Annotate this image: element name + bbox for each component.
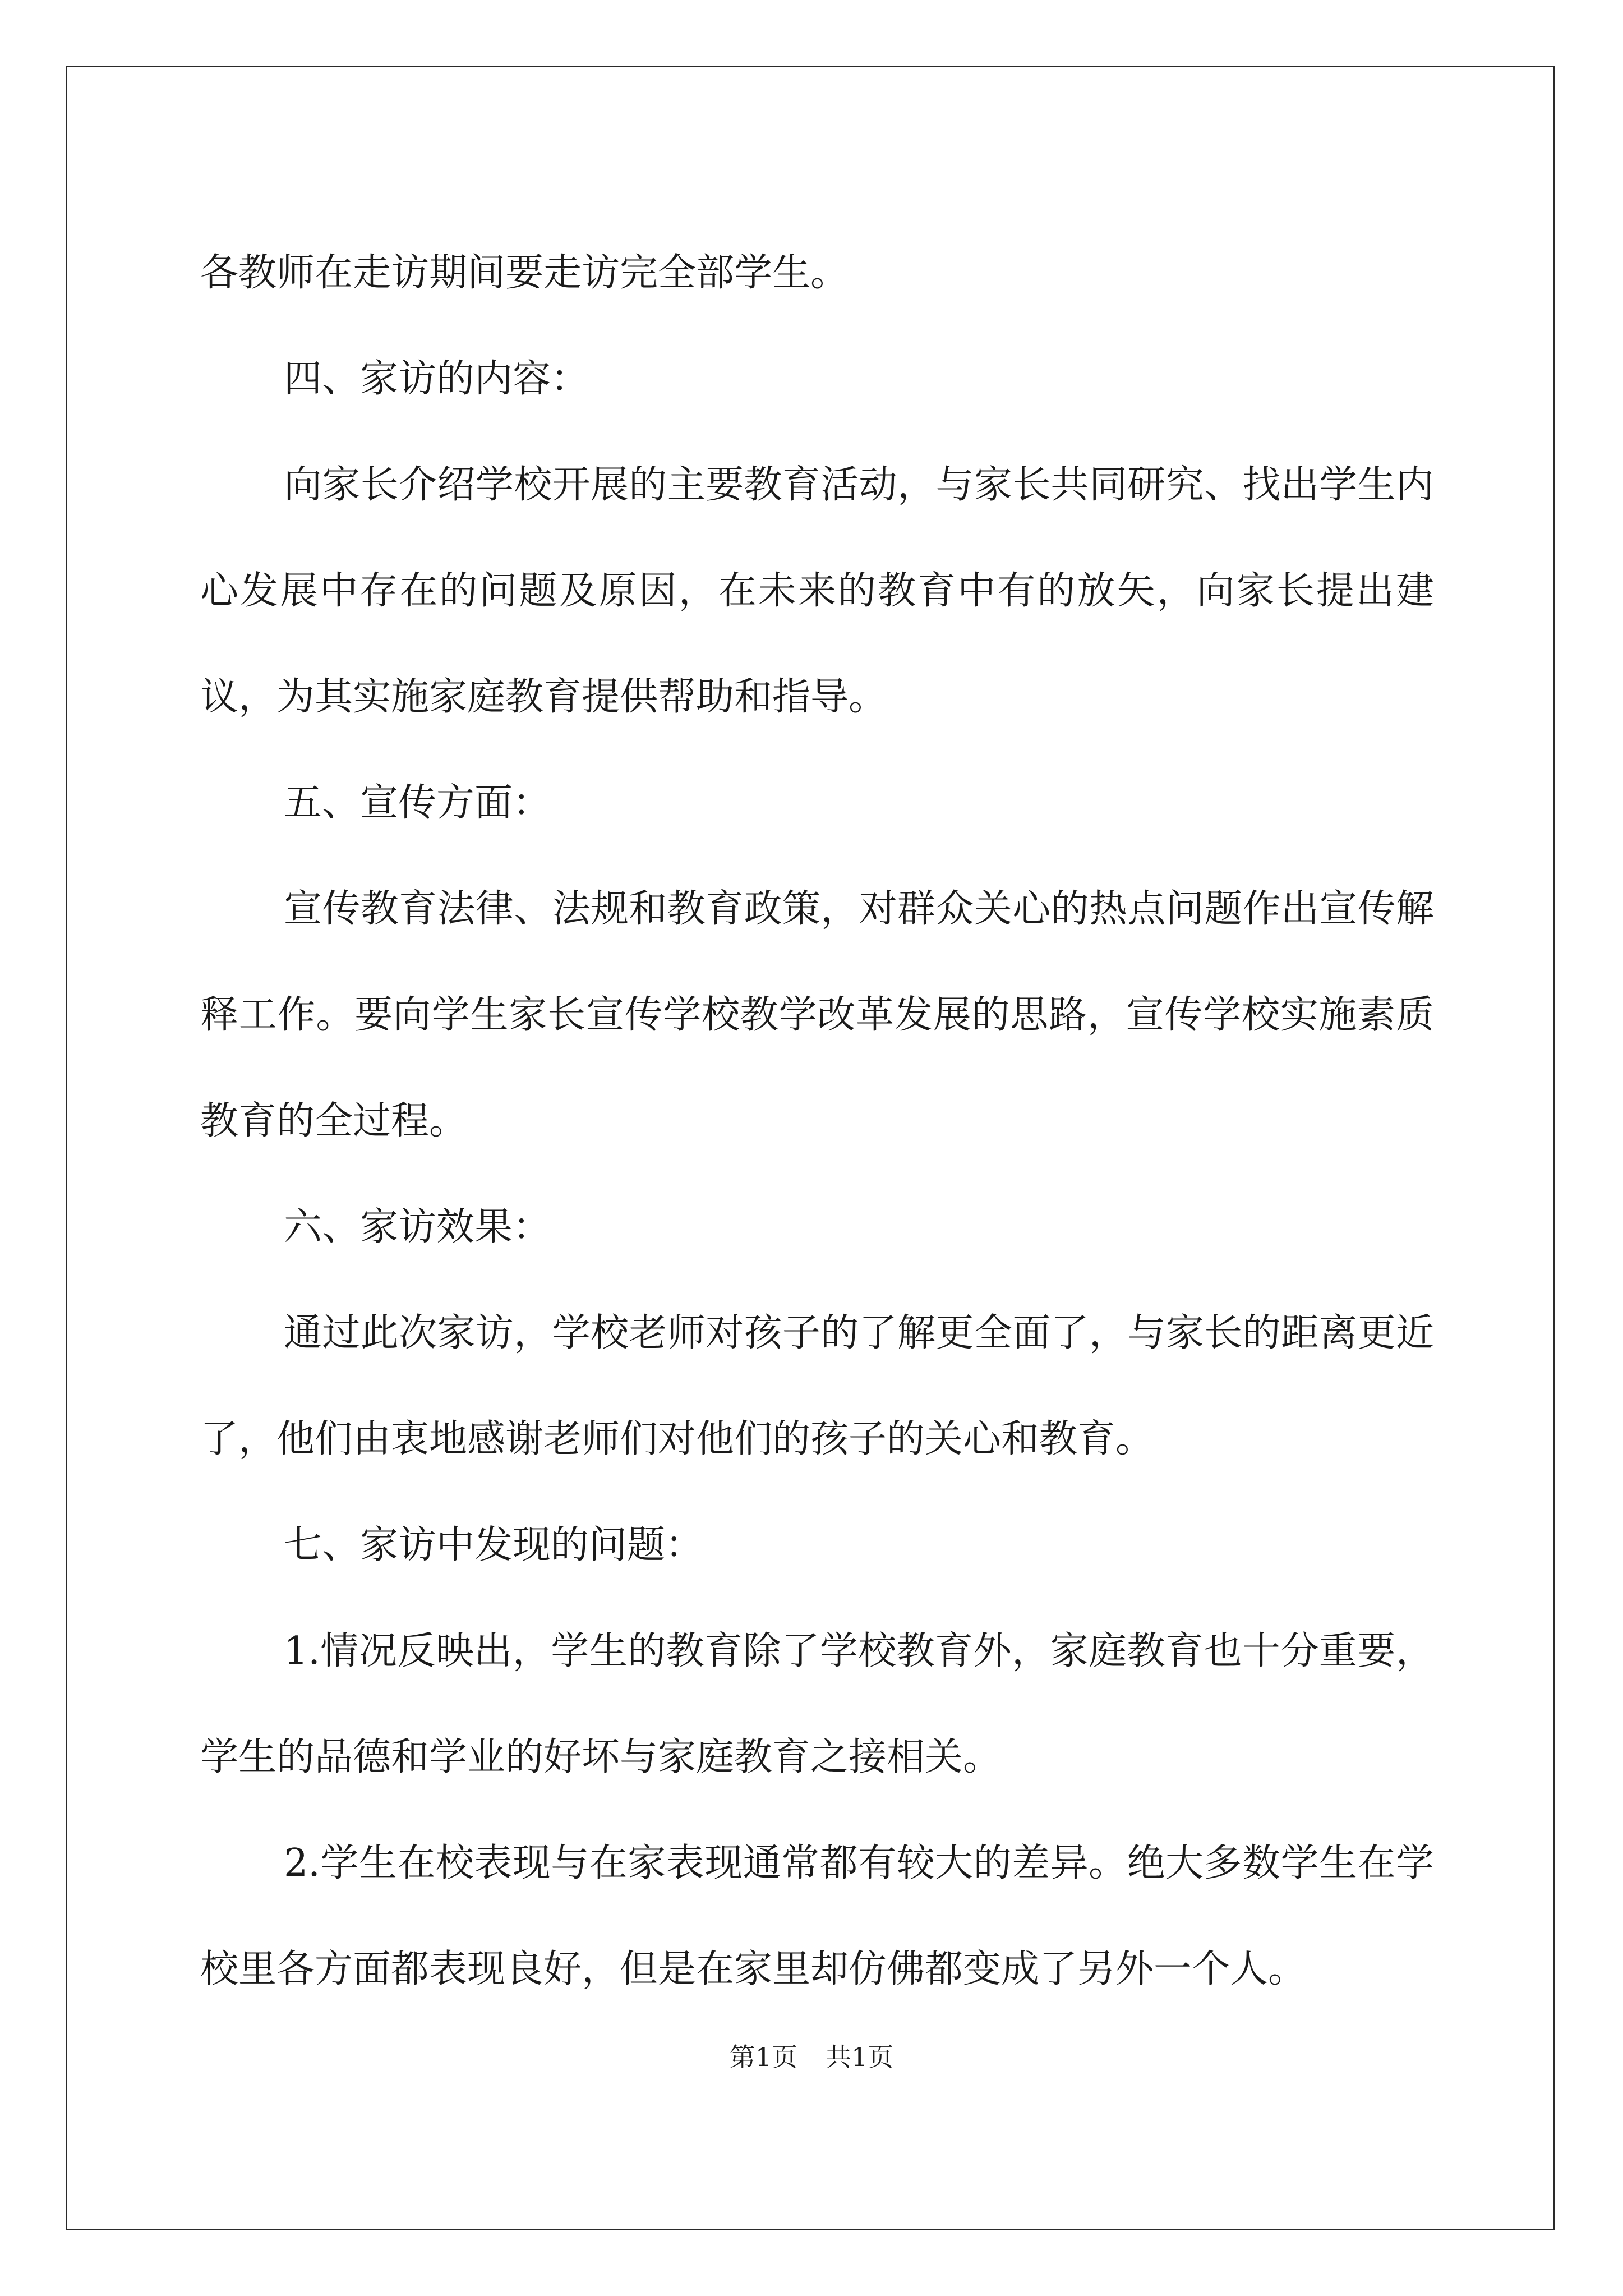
document-body <box>200 220 1434 2022</box>
page-footer <box>0 2040 1623 2074</box>
section-heading-publicity: 五、宣传方面： <box>284 781 551 825</box>
page-number-total: 共1页 <box>826 2042 894 2072</box>
paragraph-problem-1: 1.情况反映出，学生的教育除了学校教育外，家庭教育也十分重要，学生的品德和学业的好坏与家庭教育之接相关。 <box>200 1629 1434 1779</box>
page-number-current: 第1页 <box>729 2042 797 2072</box>
section-heading-content: 四、家访的内容： <box>284 357 589 401</box>
section-heading-effect: 六、家访效果： <box>284 1205 551 1249</box>
paragraph-problem-2: 2.学生在校表现与在家表现通常都有较大的差异。绝大多数学生在学校里各方面都表现良好，但是在家里却仿佛都变成了另外一个人。 <box>200 1841 1434 1991</box>
paragraph-intro: 各教师在走访期间要走访完全部学生。 <box>200 251 849 295</box>
section-heading-problems: 七、家访中发现的问题： <box>284 1523 704 1567</box>
paragraph-effect: 通过此次家访，学校老师对孩子的了解更全面了，与家长的距离更近了，他们由衷地感谢老师们对他们的孩子的关心和教育。 <box>200 1311 1434 1461</box>
paragraph-content: 向家长介绍学校开展的主要教育活动，与家长共同研究、找出学生内心发展中存在的问题及原因，在未来的教育中有的放矢，向家长提出建议，为其实施家庭教育提供帮助和指导。 <box>200 463 1434 719</box>
paragraph-publicity: 宣传教育法律、法规和教育政策，对群众关心的热点问题作出宣传解释工作。要向学生家长宣传学校教学改革发展的思路，宣传学校实施素质教育的全过程。 <box>200 887 1434 1143</box>
